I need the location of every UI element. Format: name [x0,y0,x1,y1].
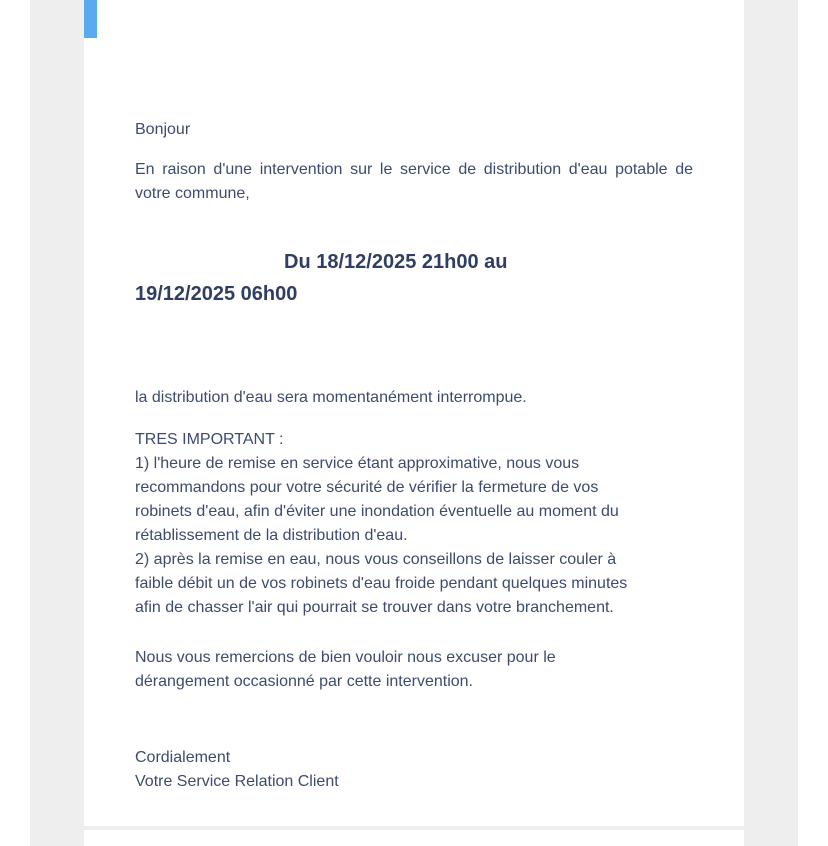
important-item-1-line: 1) l'heure de remise en service étant approximative, nous vous [135,455,580,472]
important-item-2-line: faible débit un de vos robinets d'eau froide pendant quelques minutes [135,575,628,592]
signoff [135,746,695,794]
important-item-1-line: rétablissement de la distribution d'eau. [135,527,408,544]
apology-line: dérangement occasionné par cette intervention. [135,673,473,690]
important-notice [135,428,695,620]
intro-paragraph: En raison d'une intervention sur le service de distribution d'eau potable de votre commune, [135,161,693,202]
apology-line: Nous vous remercions de bien vouloir nous excuser pour le [135,649,556,666]
outage-date-range [135,246,695,310]
important-item-2-line: 2) après la remise en eau, nous vous conseillons de laisser couler à [135,551,617,568]
important-title: TRES IMPORTANT : [135,431,284,448]
date-range-start: Du 18/12/2025 21h00 au [284,251,508,273]
date-range-end: 19/12/2025 06h00 [135,283,298,305]
next-card [84,830,744,846]
important-item-1-line: recommandons pour votre sécurité de vérifier la fermeture de vos [135,479,599,496]
interruption-notice: la distribution d'eau sera momentanément interrompue. [135,389,527,406]
apology-paragraph [135,646,695,694]
signature-text: Votre Service Relation Client [135,773,339,790]
greeting-text: Bonjour [135,121,191,138]
important-item-2-line: afin de chasser l'air qui pourrait se trouver dans votre branchement. [135,599,614,616]
important-item-1-line: robinets d'eau, afin d'éviter une inondation éventuelle au moment du [135,503,619,520]
closing-text: Cordialement [135,749,231,766]
accent-bar [84,0,97,38]
